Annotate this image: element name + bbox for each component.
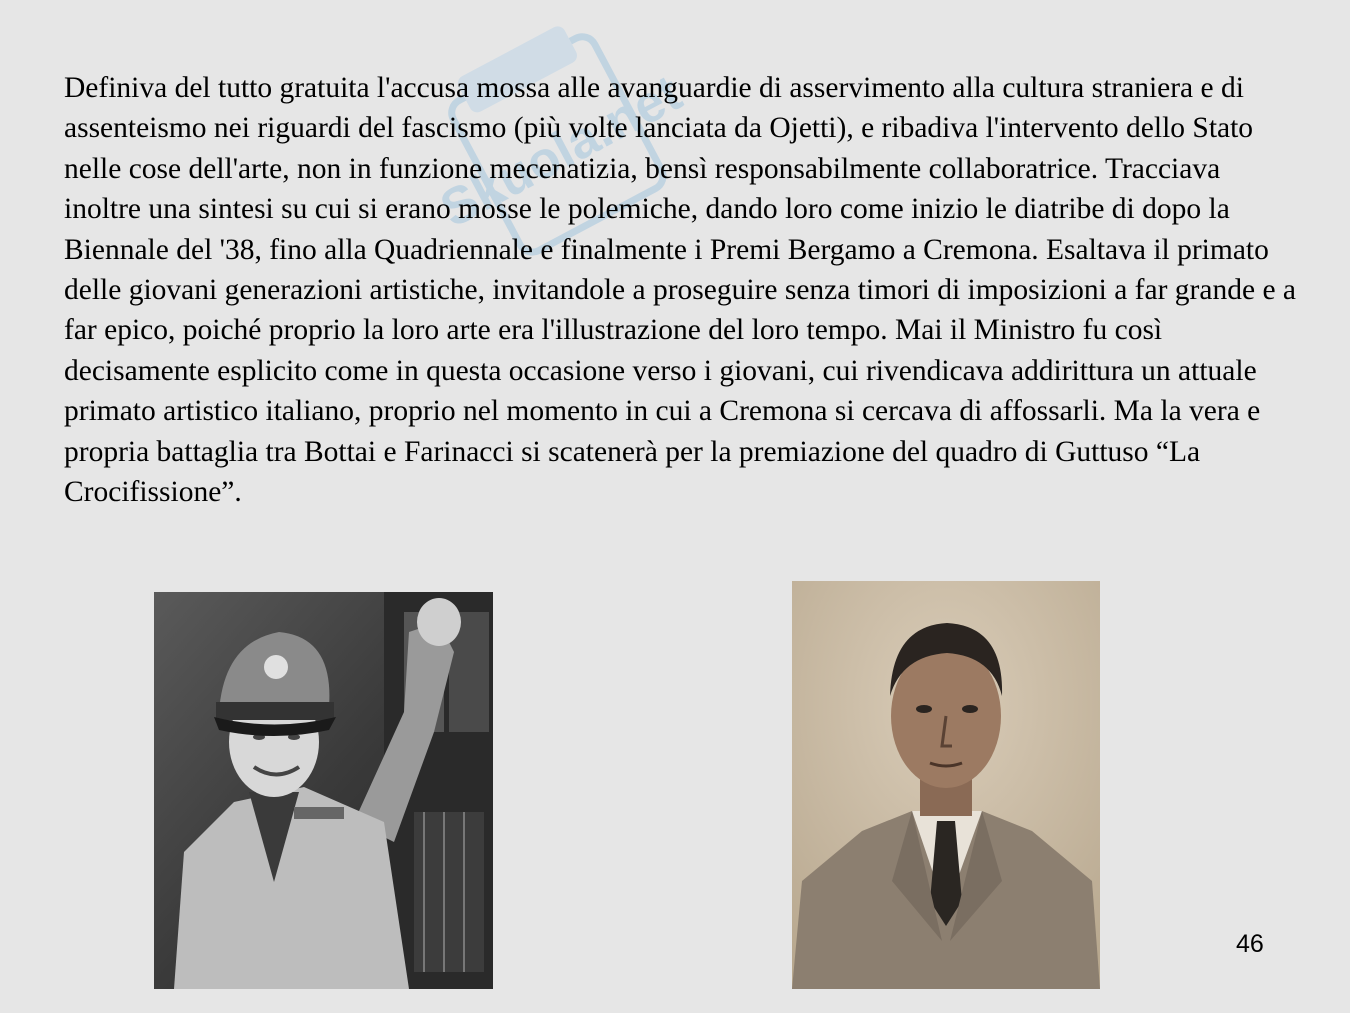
photo-officer-saluting	[154, 592, 493, 989]
photo-man-in-suit-portrait	[792, 581, 1100, 989]
page-number: 46	[1236, 930, 1264, 958]
watermark-text: Skuola.net	[431, 64, 691, 239]
body-paragraph: Definiva del tutto gratuita l'accusa mossa alle avanguardie di asservimento alla cultura straniera e di assenteismo nei riguardi del fascismo (più volte lanciata da Ojetti), e ribadiva l'intervento dello Stato nelle cose dell'arte, non in funzione mecenatizia, bensì responsabilmente collaboratrice. Tracciava inoltre una sintesi su cui si erano mosse le polemiche, dando loro come inizio le diatribe di dopo la Biennale del '38, fino alla Quadriennale e finalmente i Premi Bergamo a Cremona. Esaltava il primato delle giovani generazioni artistiche, invitandole a proseguire senza timori di imposizioni a far grande e a far epico, poiché proprio la loro arte era l'illustrazione del loro tempo. Mai il Ministro fu così decisamente esplicito come in questa occasione verso i giovani, cui rivendicava addirittura un attuale primato artistico italiano, proprio nel momento in cui a Cremona si cercava di affossarli. Ma la vera e propria battaglia tra Bottai e Farinacci si scatenerà per la premiazione del quadro di Guttuso “La Crocifissione”.	[64, 72, 1296, 509]
